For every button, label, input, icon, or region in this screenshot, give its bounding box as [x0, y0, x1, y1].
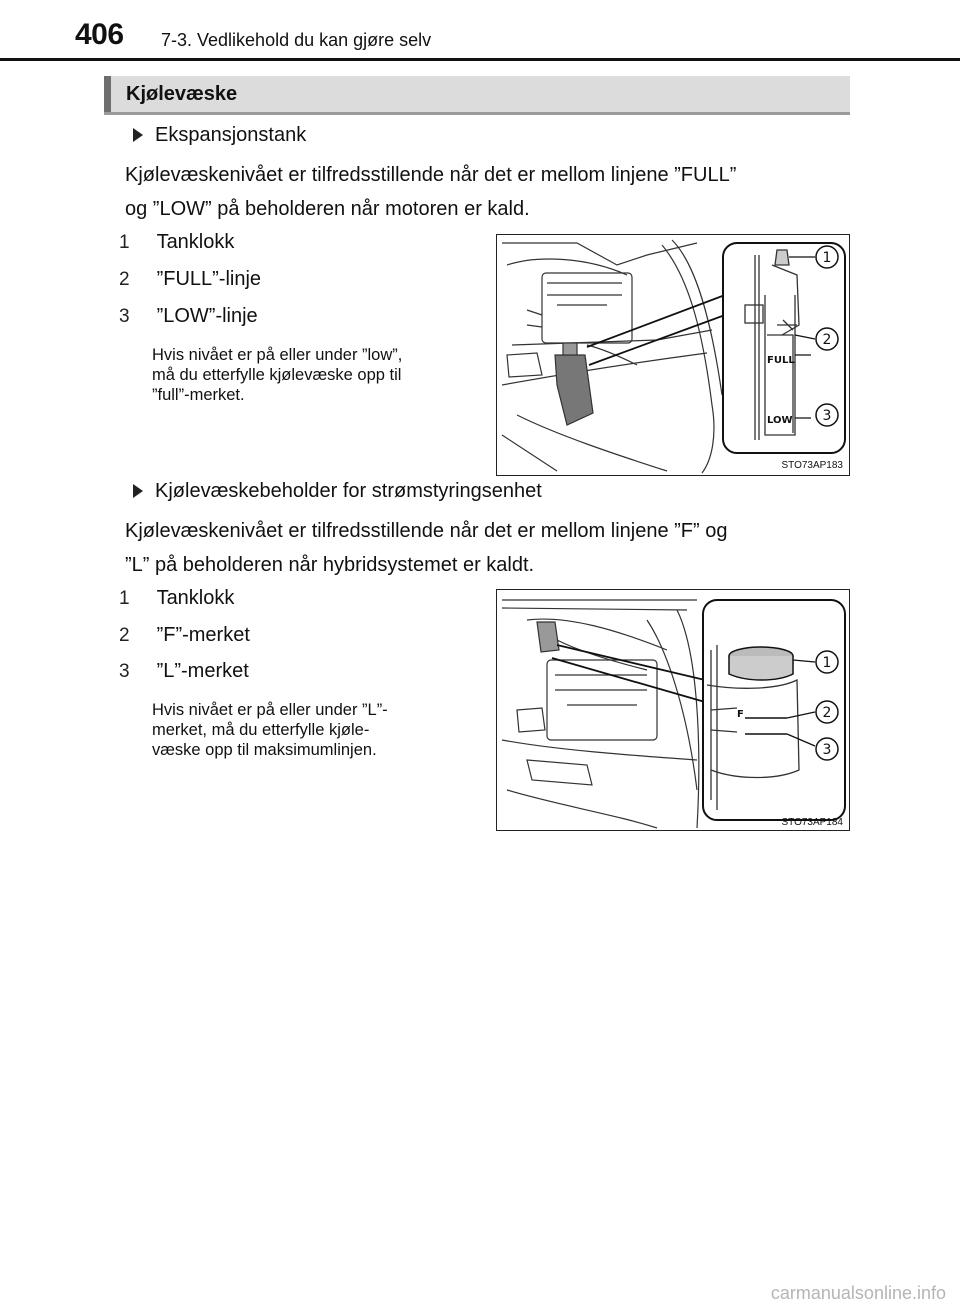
list-item: 3 ”LOW”-linje: [119, 305, 258, 327]
pcu-reservoir-figure: [496, 589, 850, 831]
chapter-title: 7-3. Vedlikehold du kan gjøre selv: [161, 30, 432, 50]
watermark: carmanualsonline.info: [770, 1283, 946, 1303]
page-number: 406: [75, 18, 124, 51]
list-item: 1 Tanklokk: [119, 231, 235, 253]
figure-code: STO73AP184: [781, 817, 843, 828]
item-number: 2: [119, 625, 130, 646]
pcu-reservoir-note: Hvis nivået er på eller under ”L”- merket, må du etterfylle kjøle- væske opp til maksimumlinjen.: [152, 701, 388, 759]
item-number: 3: [119, 661, 130, 682]
expansion-tank-note: Hvis nivået er på eller under ”low”, må du etterfylle kjølevæske opp til ”full”-merket.: [152, 346, 403, 404]
list-item: 1 Tanklokk: [119, 587, 235, 609]
triangle-bullet-icon: [133, 128, 143, 142]
triangle-bullet-icon: [133, 484, 143, 498]
callout-2: [816, 701, 838, 723]
svg-text:3: 3: [822, 408, 832, 424]
list-item: 2 ”F”-merket: [119, 624, 250, 646]
f-marking: F: [737, 709, 744, 720]
engine-bay-illustration: [497, 590, 849, 830]
section-title: Kjølevæske: [126, 83, 238, 105]
svg-text:1: 1: [822, 250, 832, 266]
figure-code: STO73AP183: [781, 460, 843, 471]
full-marking: FULL: [767, 355, 795, 366]
expansion-tank-paragraph: Kjølevæskenivået er tilfredsstillende når det er mellom linjene ”FULL” og ”LOW” på beholderen når motoren er kald.: [125, 164, 737, 220]
engine-bay-illustration: [497, 235, 849, 475]
pcu-reservoir-paragraph: Kjølevæskenivået er tilfredsstillende når det er mellom linjene ”F” og ”L” på beholderen når hybridsystemet er kaldt.: [125, 520, 728, 576]
svg-text:2: 2: [822, 705, 832, 721]
item-number: 3: [119, 306, 130, 327]
svg-text:2: 2: [822, 332, 832, 348]
list-item: 2 ”FULL”-linje: [119, 268, 262, 290]
subheading-pcu-reservoir: Kjølevæskebeholder for strømstyringsenhet: [133, 480, 542, 503]
section-heading-bar: [104, 76, 850, 115]
item-number: 2: [119, 269, 130, 290]
item-number: 1: [119, 588, 130, 609]
callout-2: [816, 328, 838, 350]
callout-3: [816, 738, 838, 760]
svg-text:1: 1: [822, 655, 832, 671]
header-divider: [0, 58, 960, 61]
subheading-expansion-tank: Ekspansjonstank: [133, 124, 306, 147]
callout-1: [816, 651, 838, 673]
list-item: 3 ”L”-merket: [119, 660, 249, 682]
svg-text:3: 3: [822, 742, 832, 758]
low-marking: LOW: [767, 415, 793, 426]
item-number: 1: [119, 232, 130, 253]
callout-3: [816, 404, 838, 426]
section-stripe: [104, 76, 111, 112]
callout-1: [816, 246, 838, 268]
expansion-tank-figure: [496, 234, 850, 476]
